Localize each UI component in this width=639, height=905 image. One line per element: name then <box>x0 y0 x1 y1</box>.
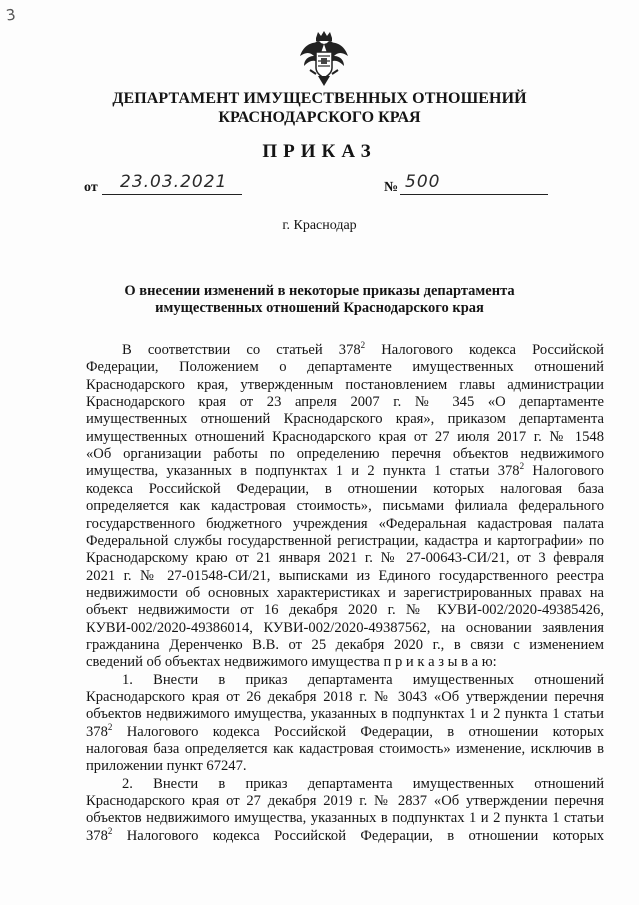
city-name: г. Краснодар <box>282 218 357 233</box>
date-underline <box>102 194 242 195</box>
body-line: недвижимости об основных характеристиках и зарегистрированных правах на <box>86 584 604 601</box>
page-number: 3 <box>4 5 17 25</box>
body-line: КУВИ-002/2020-49386014, КУВИ-002/2020-49387562, на основании заявления <box>86 619 604 636</box>
body-line: определяется как кадастровая стоимость», письмами филиала федерального <box>86 498 604 515</box>
coat-of-arms-emblem <box>296 30 352 88</box>
body-line: Краснодарского края от 27 декабря 2019 г. № 2837 «Об утверждении перечня <box>86 793 604 810</box>
body-line: Краснодарского края, утвержденным постановлением главы администрации <box>86 376 604 393</box>
body-line: налоговая база определяется как кадастровая стоимость» изменение, исключив в <box>86 741 604 758</box>
subject-line1: О внесении изменений в некоторые приказы департамента <box>124 283 515 299</box>
body-line: 1. Внести в приказ департамента имущественных отношений <box>122 671 604 688</box>
body-line: приложении пункт 67247. <box>86 758 247 775</box>
handwritten-date: 23.03.2021 <box>120 172 228 192</box>
body-line: 2021 г. № 27-01548-СИ/21, выписками из Единого государственного реестра <box>86 567 604 584</box>
body-line: кодекса Российской Федерации, в отношении которых налоговая база <box>86 480 604 497</box>
body-line: имущественных отношений Краснодарского края от 27 июля 2017 г. № 1548 <box>86 428 604 445</box>
date-label: от <box>84 180 98 195</box>
body-line: $378^2$ Налогового кодекса Российской Федерации, в отношении которых <box>86 721 604 740</box>
subject-line2: имущественных отношений Краснодарского края <box>155 300 484 316</box>
body-line: 2. Внести в приказ департамента имущественных отношений <box>122 775 604 792</box>
body-line: имущественных отношений Краснодарского края», приказом департамента <box>86 411 604 428</box>
body-line: гражданина Деренченко В.В. от 25 декабря 2020 г., в связи с изменением <box>86 636 604 653</box>
body-line: Краснодарского края от 26 декабря 2018 г. № 3043 «Об утверждении перечня <box>86 689 604 705</box>
document-type-title: ПРИКАЗ <box>262 141 377 162</box>
body-line: объектов недвижимого имущества, указанных в подпунктах 1 и 2 пункта 1 статьи <box>86 706 604 723</box>
body-line: Федерации, Положением о департаменте имущественных отношений <box>86 359 604 376</box>
body-line: Краснодарского края от 23 апреля 2007 г. № 345 «О департаменте <box>86 394 604 411</box>
body-line: Федеральной службы государственной регистрации, кадастра и картографии» по <box>86 532 604 549</box>
number-underline <box>400 194 548 195</box>
body-line: сведений об объектах недвижимого имущества п р и к а з ы в а ю: <box>86 654 497 671</box>
body-line: объект недвижимости от 16 декабря 2020 г. № КУВИ-002/2020-49385426, <box>86 602 604 619</box>
body-line: $378^2$ Налогового кодекса Российской Федерации, в отношении которых <box>86 825 604 844</box>
handwritten-number: 500 <box>405 172 441 192</box>
body-line: объектов недвижимого имущества, указанных в подпунктах 1 и 2 пункта 1 статьи <box>86 810 604 827</box>
department-name-line1: ДЕПАРТАМЕНТ ИМУЩЕСТВЕННЫХ ОТНОШЕНИЙ <box>112 90 527 107</box>
body-line: имущества, указанных в подпунктах 1 и 2 пункта 1 статьи $378^2$ Налогового <box>86 461 604 480</box>
body-line: «Об организации работы по определению перечня объектов недвижимого <box>86 446 604 463</box>
department-name-line2: КРАСНОДАРСКОГО КРАЯ <box>218 109 421 126</box>
body-line: государственного бюджетного учреждения «Федеральная кадастровая палата <box>86 515 604 532</box>
number-label: № <box>384 180 399 195</box>
body-line: Краснодарскому краю от 21 января 2021 г. № 27-00643-СИ/21, от 3 февраля <box>86 550 604 567</box>
body-line: В соответствии со статьей $378^2$ Налогового кодекса Российской <box>122 340 604 358</box>
